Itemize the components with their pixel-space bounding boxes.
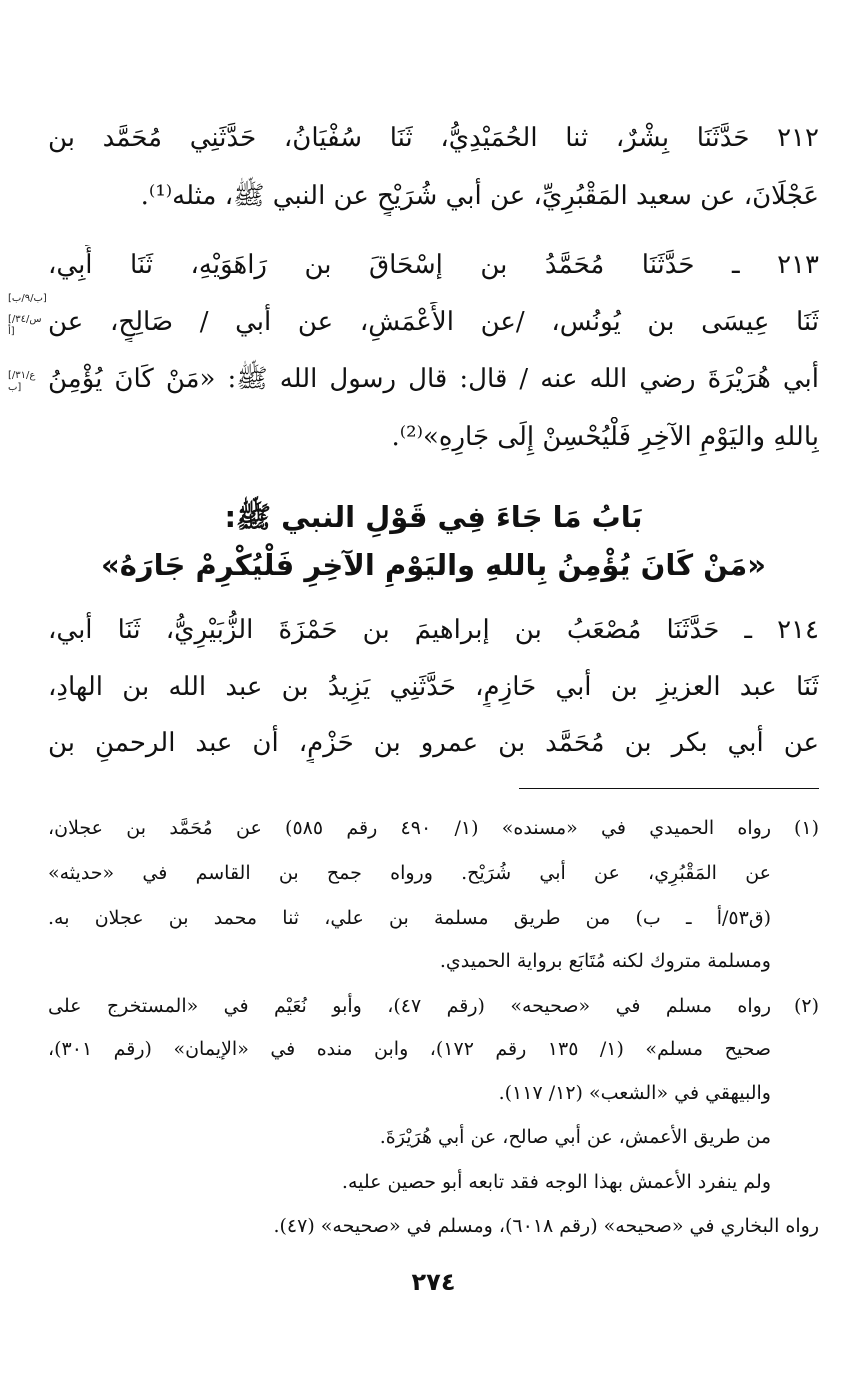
footnote-1-line-4: ومسلمة متروك لكنه مُتَابَع برواية الحميدي.	[439, 950, 771, 972]
footnote-1-line-1: رواه الحميدي في «مسنده» (١/ ٤٩٠ رقم ٥٨٥) عن مُحَمَّد بن عجلان،	[48, 817, 771, 839]
footnote-2-line-6: رواه البخاري في «صحيحه» (رقم ٦٠١٨)، ومسلم في «صحيحه» (٤٧).	[273, 1215, 819, 1237]
hadith-213-line-3: أبي هُرَيْرَةَ رضي الله عنه / قال: قال رسول الله ﷺ: «مَنْ كَانَ يُؤْمِنُ	[48, 364, 819, 394]
footnote-1-line-3: (ق٥٣/أ ـ ب) من طريق مسلمة بن علي، ثنا محمد بن عجلان به.	[48, 907, 771, 929]
footnote-2-number: (٢)	[793, 995, 819, 1017]
hadith-214-line-1: ٢١٤ ـ حَدَّثَنَا مُصْعَبُ بن إبراهيمَ بن حَمْزَةَ الزُّبَيْرِيُّ، ثَنَا أبي،	[48, 615, 819, 645]
footnote-2-line-4: من طريق الأعمش، عن أبي صالح، عن أبي هُرَيْرَةَ.	[379, 1126, 771, 1148]
footnote-separator	[519, 788, 819, 789]
footnote-2-line-2: صحيح مسلم» (١/ ١٣٥ رقم ١٧٢)، وابن منده في «الإيمان» (رقم ٣٠١)،	[48, 1038, 771, 1060]
hadith-214-line-3: عن أبي بكر بن مُحَمَّد بن عمرو بن حَزْمٍ، أن عبد الرحمنِ بن	[48, 728, 819, 758]
chapter-title: بَابُ مَا جَاءَ فِي قَوْلِ النبي ﷺ:	[224, 500, 643, 534]
margin-ref-3: [ع/٣١/ب]	[8, 370, 36, 393]
hadith-212-line-2: عَجْلَانَ، عن سعيد المَقْبُرِيِّ، عن أبي شُرَيْحٍ عن النبي ﷺ، مثله⁽¹⁾.	[140, 181, 819, 211]
footnote-2-line-1: رواه مسلم في «صحيحه» (رقم ٤٧)، وأبو نُعَيْم في «المستخرج على	[48, 995, 771, 1017]
hadith-214-line-2: ثَنَا عبد العزيزِ بن أبي حَازِمٍ، حَدَّثَنِي يَزِيدُ بن عبد الله بن الهادِ،	[48, 672, 819, 702]
page-number: ٢٧٤	[411, 1268, 456, 1296]
hadith-213-line-4: بِاللهِ واليَوْمِ الآخِرِ فَلْيُحْسِنْ إِلَى جَارِهِ»⁽²⁾.	[391, 422, 819, 452]
margin-ref-1: [ب/٩/ب]	[8, 293, 47, 304]
footnote-1-number: (١)	[793, 817, 819, 839]
hadith-213-line-2: ثَنَا عِيسَى بن يُونُس، /عن الأَعْمَشِ، عن أبي / صَالِحٍ، عن	[48, 307, 819, 337]
hadith-212-line-1: ٢١٢ حَدَّثَنَا بِشْرٌ، ثنا الحُمَيْدِيُّ، ثَنَا سُفْيَانُ، حَدَّثَنِي مُحَمَّد بن	[48, 123, 819, 153]
footnote-2-line-5: ولم ينفرد الأعمش بهذا الوجه فقد تابعه أبو حصين عليه.	[341, 1171, 771, 1193]
footnote-1-line-2: عن المَقْبُرِي، عن أبي شُرَيْح. ورواه جمح بن القاسم في «حديثه»	[48, 862, 771, 884]
margin-ref-2: [س/٣٤/أ]	[8, 314, 42, 337]
chapter-subtitle: «مَنْ كَانَ يُؤْمِنُ بِاللهِ واليَوْمِ الآخِرِ فَلْيُكْرِمْ جَارَهُ»	[101, 548, 766, 582]
footnote-2-line-3: والبيهقي في «الشعب» (١٢/ ١١٧).	[498, 1082, 771, 1104]
hadith-213-line-1: ٢١٣ ـ حَدَّثَنَا مُحَمَّدُ بن إسْحَاقَ بن رَاهَوَيْهِ، ثَنَا أَبِي،	[48, 250, 819, 280]
